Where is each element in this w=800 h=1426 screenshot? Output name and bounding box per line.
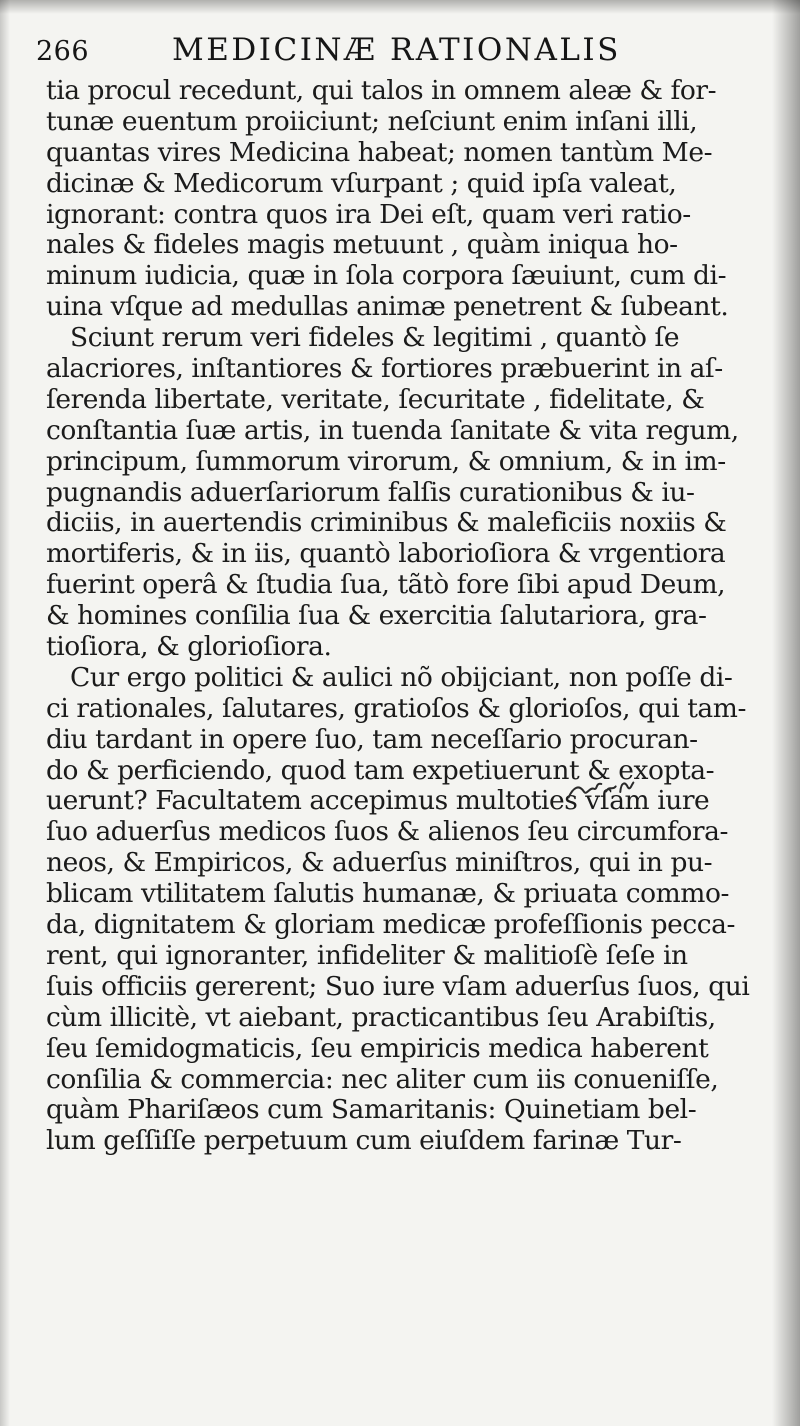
text-line: ſerenda libertate, veritate, ſecuritate , fidelitate, & — [46, 383, 705, 415]
page-left-shadow — [0, 0, 10, 1426]
text-line: diciis, in auertendis criminibus & maleficiis noxiis & — [46, 507, 727, 539]
text-line: fuerint operâ & ſtudia ſua, tãtò fore ſibi apud Deum, — [46, 569, 726, 601]
text-line: mortiferis, & in iis, quantò laborioſiora & vrgentiora — [46, 538, 726, 570]
text-line: conſtantia ſuæ artis, in tuenda ſanitate & vita regum, — [46, 414, 739, 446]
text-line: tunæ euentum proiiciunt; neſciunt enim inſani illi, — [46, 105, 698, 137]
page-top-shadow — [0, 0, 800, 14]
text-line: & homines conſilia ſua & exercitia ſalutariora, gra- — [46, 600, 707, 632]
text-line: ſuis officiis gererent; Suo iure vſam aduerſus ſuos, qui — [46, 970, 750, 1002]
page-number: 266 — [36, 36, 90, 67]
text-line: ſuo aduerſus medicos ſuos & alienos ſeu circumfora- — [46, 816, 728, 848]
text-line: conſilia & commercia: nec aliter cum iis conueniſſe, — [46, 1063, 719, 1095]
text-line: Sciunt rerum veri fideles & legitimi , quantò ſe — [70, 322, 680, 354]
text-line: neos, & Empiricos, & aduerſus miniſtros, qui in pu- — [46, 847, 713, 879]
text-line: dicinæ & Medicorum vſurpant ; quid ipſa valeat, — [46, 167, 677, 199]
text-line: Cur ergo politici & aulici nõ obijciant, non poſſe di- — [70, 661, 733, 693]
body-text — [46, 76, 790, 1157]
text-line: diu tardant in opere ſuo, tam neceſſario procuran- — [46, 723, 698, 755]
text-line: uina vſque ad medullas animæ penetrent & ſubeant. — [46, 291, 729, 323]
text-line: alacriores, inſtantiores & fortiores præbuerint in aſ- — [46, 353, 723, 385]
text-line: quàm Phariſæos cum Samaritanis: Quinetiam bel- — [46, 1094, 697, 1126]
text-line: ſeu ſemidogmaticis, ſeu empiricis medica haberent — [46, 1032, 709, 1064]
text-line: cùm illicitè, vt aiebant, practicantibus ſeu Arabiſtis, — [46, 1001, 716, 1033]
text-line: lum geſſiſſe perpetuum cum eiuſdem farinæ Tur- — [46, 1125, 682, 1157]
text-line: ci rationales, ſalutares, gratioſos & glorioſos, qui tam- — [46, 692, 746, 724]
text-line: ignorant: contra quos ira Dei eſt, quam veri ratio- — [46, 198, 691, 230]
text-line: minum iudicia, quæ in ſola corpora ſæuiunt, cum di- — [46, 260, 727, 292]
text-line: quantas vires Medicina habeat; nomen tantùm Me- — [46, 136, 713, 168]
text-line: blicam vtilitatem ſalutis humanæ, & priuata commo- — [46, 878, 729, 910]
text-line: tia procul recedunt, qui talos in omnem aleæ & for- — [46, 75, 717, 106]
text-line: da, dignitatem & gloriam medicæ profeſſionis pecca- — [46, 909, 736, 941]
running-title: MEDICINÆ RATIONALIS — [172, 32, 621, 68]
text-line: principum, ſummorum virorum, & omnium, & in im- — [46, 445, 726, 477]
page-header — [36, 30, 776, 76]
text-line: rent, qui ignoranter, infideliter & malitioſè ſeſe in — [46, 939, 688, 971]
text-line: do & perficiendo, quod tam expetiuerunt & exopta- — [46, 754, 715, 786]
text-line: uerunt? Facultatem accepimus multoties vſam iure — [46, 785, 710, 817]
text-line: nales & fideles magis metuunt , quàm iniqua ho- — [46, 229, 678, 261]
text-line: pugnandis aduerſariorum falſis curationibus & iu- — [46, 476, 695, 508]
text-line: tioſiora, & glorioſiora. — [46, 631, 332, 663]
